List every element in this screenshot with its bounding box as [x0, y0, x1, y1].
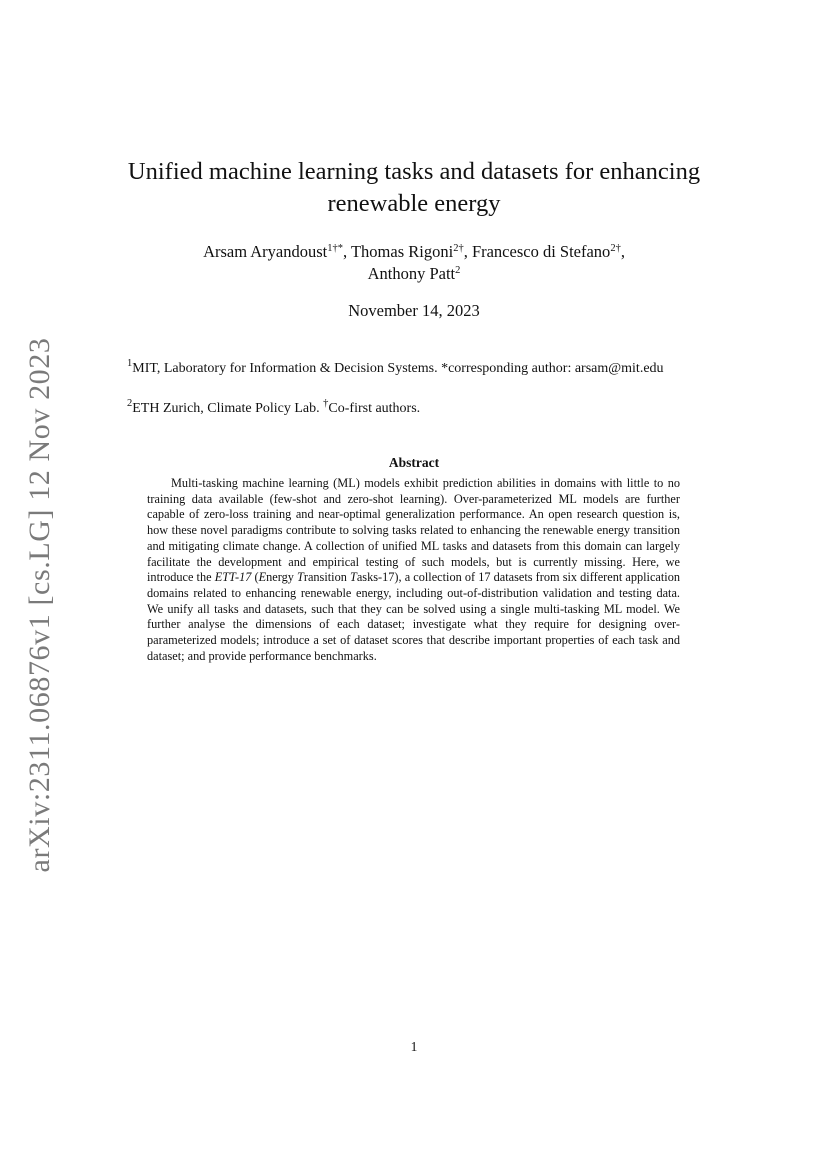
acronym-letter: T: [297, 570, 304, 585]
abstract-text: Multi-tasking machine learning (ML) models exhibit prediction abilities in domains with little to no training data available (few-shot and zero-shot learning). Over-parameterized ML models are further capable of zero-loss training and near-optimal generalization performance. An open research question is, how these novel paradigms contribute to solving tasks related to enhancing the renewable energy transition and mitigating climate change. A collection of unified ML tasks and datasets from this domain can largely facilitate the development and empirical testing of such models, but is currently missing. Here, we introduce the: [147, 476, 680, 585]
arxiv-identifier[interactable]: arXiv:2311.06876v1 [cs.LG] 12 Nov 2023: [23, 337, 56, 873]
affiliation-marker: 2: [127, 398, 133, 410]
abstract-body: [147, 476, 680, 664]
affiliation-mit: [127, 358, 664, 377]
author-name: Anthony Patt: [367, 263, 456, 283]
affiliation-text: MIT, Laboratory for Information & Decision Systems. *corresponding author: arsam@mit.edu: [132, 361, 664, 376]
author-separator: ,: [343, 242, 351, 261]
abstract-text: ransition: [303, 570, 350, 585]
publication-date: November 14, 2023: [348, 301, 480, 320]
dataset-name: ETT-17: [214, 570, 252, 585]
affiliation-marker: 1: [127, 358, 133, 370]
author-separator: ,: [463, 242, 472, 261]
author-affiliation-marker: 2†: [610, 243, 621, 255]
acronym-letter: T: [350, 570, 357, 585]
co-first-marker: †: [323, 398, 329, 410]
acronym-letter: E: [258, 570, 267, 585]
author-affiliation-marker: 1†*: [327, 243, 344, 255]
affiliation-text: ETH Zurich, Climate Policy Lab.: [132, 401, 324, 416]
affiliation-eth: [127, 398, 421, 417]
abstract-text: nergy: [266, 570, 297, 585]
abstract-heading: Abstract: [388, 455, 440, 470]
author-affiliation-marker: 2: [455, 264, 461, 276]
author-name: Arsam Aryandoust: [203, 242, 328, 261]
paper-title: Unified machine learning tasks and datasets for enhancing renewable energy: [127, 158, 701, 217]
co-first-note: Co-first authors.: [328, 401, 421, 416]
author-list: [100, 241, 728, 284]
author-name: Francesco di Stefano: [471, 242, 611, 261]
page-number: 1: [410, 1039, 418, 1054]
abstract-text: asks-17), a collection of 17 datasets from six different application domains related to enhancing renewable energy, including out-of-distribution validation and testing data. We unify all tasks and datasets, such that they can be solved using a single multi-tasking ML model. We further analyse the dimensions of each dataset; investigate what they require for designing over-parameterized models; introduce a set of dataset scores that describe important properties of each task and dataset; and provide performance benchmarks.: [147, 570, 681, 663]
author-separator: ,: [620, 242, 625, 261]
abstract-text: (: [251, 570, 259, 585]
author-name: Thomas Rigoni: [350, 242, 454, 261]
author-affiliation-marker: 2†: [453, 243, 464, 255]
